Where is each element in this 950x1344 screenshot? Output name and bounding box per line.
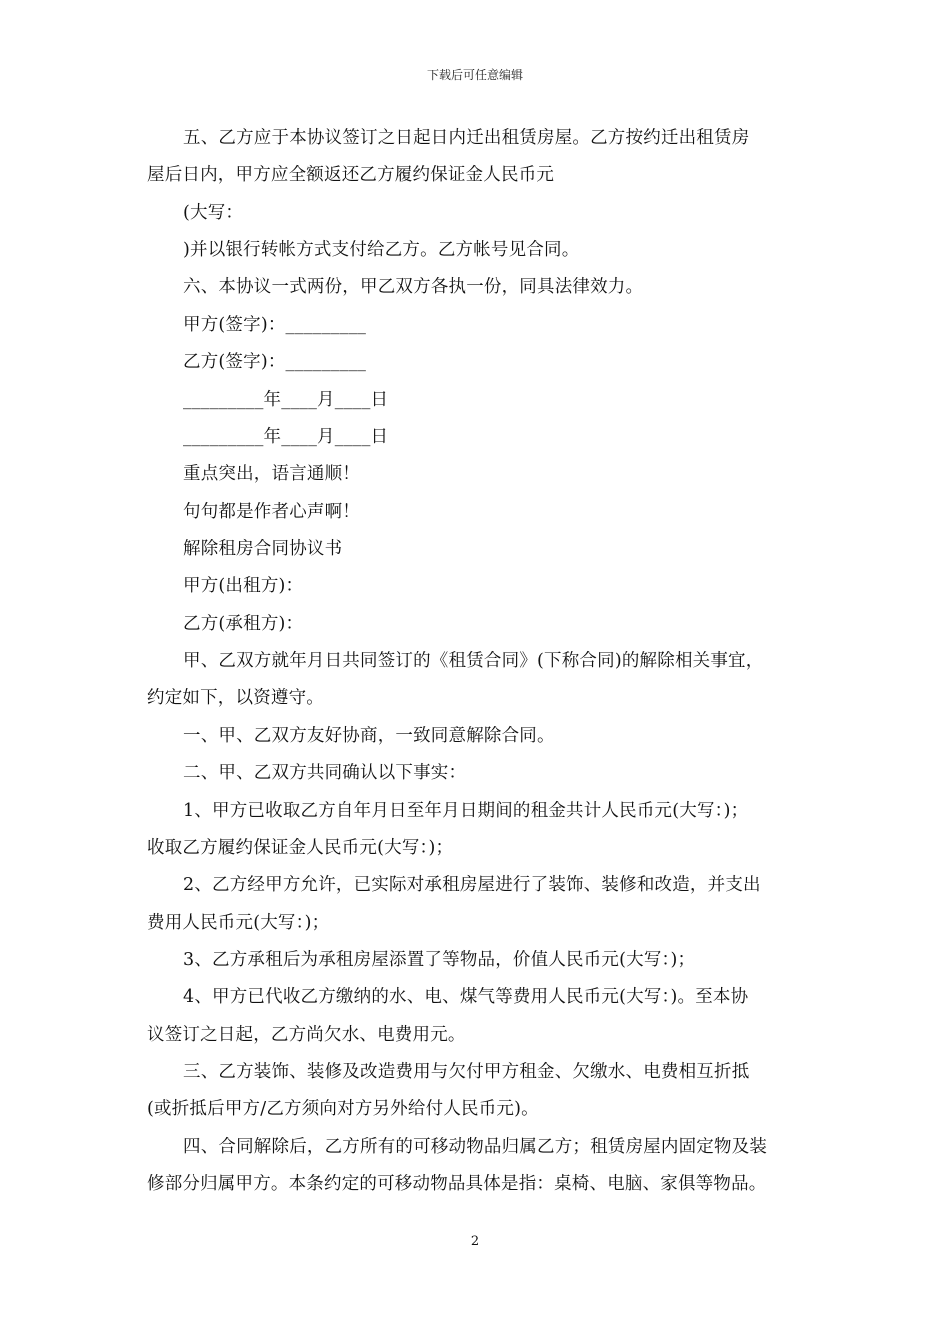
page-number: 2	[470, 1234, 480, 1249]
paragraph-line: (大写：	[183, 203, 244, 223]
paragraph-line: 一、甲、乙双方友好协商，一致同意解除合同。	[183, 726, 555, 746]
paragraph-line: 六、本协议一式两份，甲乙双方各执一份，同具法律效力。	[183, 277, 644, 297]
page-header: 下载后可任意编辑	[426, 68, 523, 82]
paragraph-line: 费用人民币元(大写：)；	[147, 913, 330, 933]
date-line: _________年____月____日	[183, 390, 389, 410]
signature-line-party-b: 乙方(签字)：_________	[183, 352, 367, 372]
paragraph-line: 三、乙方装饰、装修及改造费用与欠付甲方租金、欠缴水、电费相互折抵	[183, 1062, 750, 1082]
paragraph-line: )并以银行转帐方式支付给乙方。乙方帐号见合同。	[183, 240, 580, 260]
paragraph-line: 收取乙方履约保证金人民币元(大写：)；	[147, 838, 454, 858]
document-title: 解除租房合同协议书	[183, 539, 343, 559]
paragraph-line: 四、合同解除后，乙方所有的可移动物品归属乙方；租赁房屋内固定物及装	[183, 1137, 768, 1157]
paragraph-line: 1、甲方已收取乙方自年月日至年月日期间的租金共计人民币元(大写：)；	[183, 801, 749, 821]
paragraph-line: 4、甲方已代收乙方缴纳的水、电、煤气等费用人民币元(大写：)。至本协	[183, 987, 749, 1007]
paragraph-line: 议签订之日起，乙方尚欠水、电费用元。	[147, 1025, 466, 1045]
paragraph-line: 二、甲、乙双方共同确认以下事实：	[183, 763, 467, 783]
paragraph-line: 3、乙方承租后为承租房屋添置了等物品，价值人民币元(大写：)；	[183, 950, 696, 970]
paragraph-line: 句句都是作者心声啊！	[183, 502, 360, 522]
paragraph-line: 甲、乙双方就年月日共同签订的《租赁合同》(下称合同)的解除相关事宜，	[183, 651, 764, 671]
paragraph-line: 重点突出，语言通顺！	[183, 464, 360, 484]
party-b-line: 乙方(承租方)：	[183, 614, 304, 634]
paragraph-line: 屋后日内，甲方应全额返还乙方履约保证金人民币元	[147, 165, 555, 185]
paragraph-line: 修部分归属甲方。本条约定的可移动物品具体是指：桌椅、电脑、家俱等物品。	[147, 1174, 767, 1194]
signature-line-party-a: 甲方(签字)：_________	[183, 315, 367, 335]
date-line: _________年____月____日	[183, 427, 389, 447]
paragraph-line: 五、乙方应于本协议签订之日起日内迁出租赁房屋。乙方按约迁出租赁房	[183, 128, 750, 148]
paragraph-line: 2、乙方经甲方允许，已实际对承租房屋进行了装饰、装修和改造，并支出	[183, 875, 761, 895]
paragraph-line: 约定如下，以资遵守。	[147, 688, 324, 708]
paragraph-line: (或折抵后甲方/乙方须向对方另外给付人民币元)。	[147, 1099, 539, 1119]
party-a-line: 甲方(出租方)：	[183, 576, 304, 596]
